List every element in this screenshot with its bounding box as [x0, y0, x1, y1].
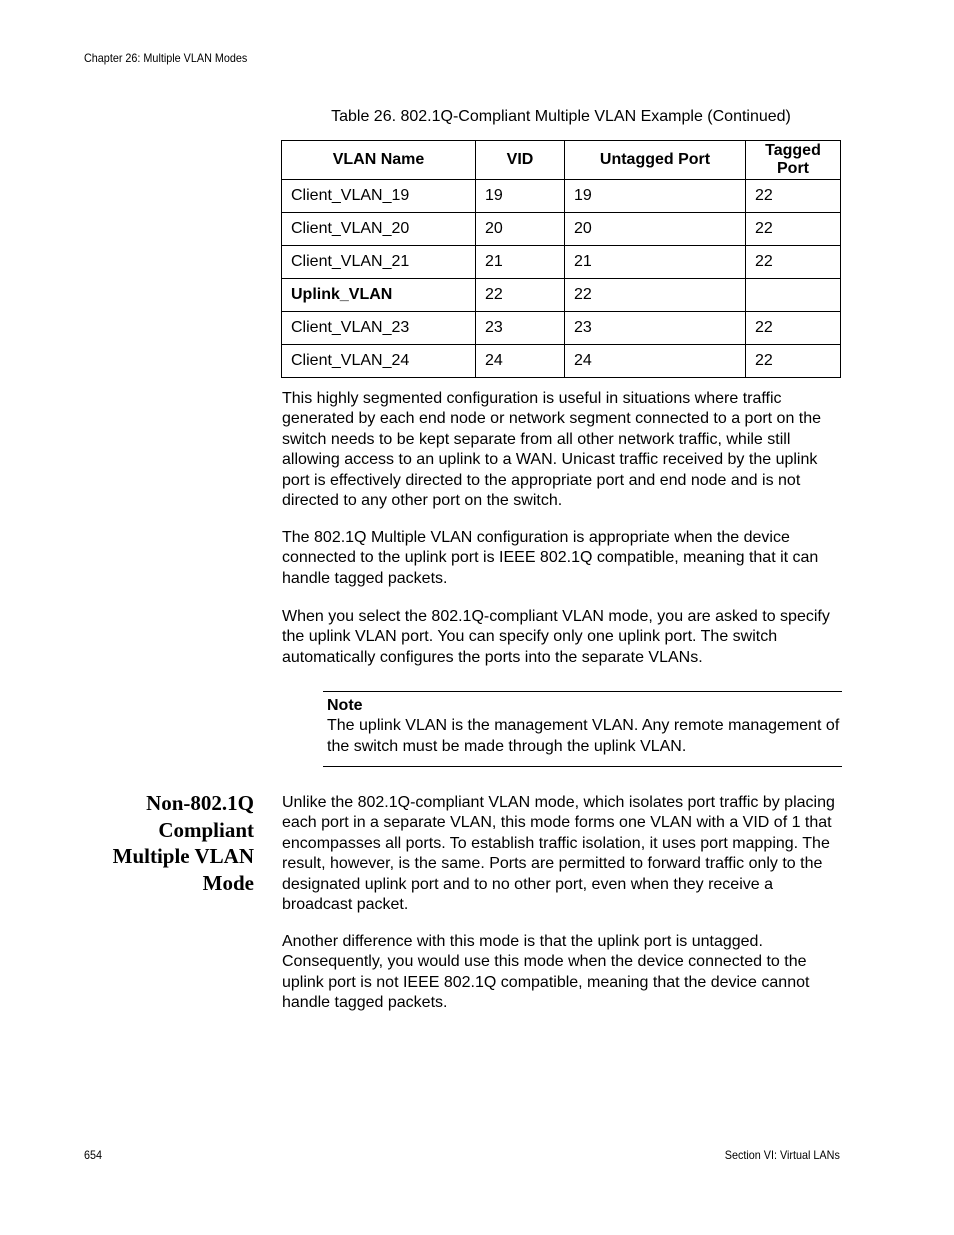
table-row [282, 213, 841, 246]
cell-tagged-port: 22 [746, 246, 841, 279]
cell-vid: 22 [476, 279, 565, 312]
running-head: Chapter 26: Multiple VLAN Modes [84, 51, 248, 65]
cell-tagged-port: 22 [746, 180, 841, 213]
cell-vid: 24 [476, 345, 565, 378]
note-box [323, 691, 842, 767]
table-row [282, 279, 841, 312]
page-number: 654 [84, 1148, 103, 1162]
cell-vlan-name: Client_VLAN_20 [282, 213, 476, 246]
cell-tagged-port: 22 [746, 213, 841, 246]
column-header-tagged-port: Tagged Port [746, 141, 841, 180]
cell-tagged-port [746, 279, 841, 312]
cell-vlan-name: Client_VLAN_24 [282, 345, 476, 378]
section-heading-line: Non-802.1Q [146, 791, 254, 815]
column-header-vlan-name: VLAN Name [282, 141, 476, 180]
section-heading-line: Multiple VLAN [112, 844, 254, 868]
cell-untagged-port: 23 [565, 312, 746, 345]
cell-untagged-port: 22 [565, 279, 746, 312]
cell-vlan-name: Client_VLAN_23 [282, 312, 476, 345]
cell-vid: 21 [476, 246, 565, 279]
table-caption: Table 26. 802.1Q-Compliant Multiple VLAN Example (Continued) [331, 108, 791, 125]
cell-vlan-name: Client_VLAN_19 [282, 180, 476, 213]
cell-vid: 20 [476, 213, 565, 246]
cell-vlan-name: Client_VLAN_21 [282, 246, 476, 279]
table-row [282, 180, 841, 213]
table-row [282, 246, 841, 279]
note-body: The uplink VLAN is the management VLAN. Any remote management of the switch must be made through the uplink VLAN. [327, 717, 840, 755]
cell-vlan-name: Uplink_VLAN [282, 279, 476, 312]
table-header-row [282, 141, 841, 180]
section-heading-line: Compliant [158, 817, 254, 842]
cell-tagged-port: 22 [746, 345, 841, 378]
section-heading-line: Mode [202, 870, 254, 895]
table-row [282, 312, 841, 345]
paragraph-non-compliant-mode: Unlike the 802.1Q-compliant VLAN mode, which isolates port traffic by placing each port in a separate VLAN, this mode forms one VLAN with a VID of 1 that encompasses all ports. To establish traffic isolation, it uses port mapping. The result, however, is the same. Ports are permitted to forward traffic only to the designated uplink port and to no other port, even when they receive a broadcast packet. [282, 794, 835, 914]
section-heading [90, 790, 254, 896]
note-title: Note [327, 697, 363, 714]
column-header-untagged-port: Untagged Port [565, 141, 746, 180]
cell-untagged-port: 24 [565, 345, 746, 378]
column-header-vid: VID [476, 141, 565, 180]
footer-section: Section VI: Virtual LANs [724, 1148, 840, 1162]
cell-tagged-port: 22 [746, 312, 841, 345]
vlan-table [281, 140, 841, 378]
table-row [282, 345, 841, 378]
cell-vid: 23 [476, 312, 565, 345]
paragraph-compatibility: The 802.1Q Multiple VLAN configuration is appropriate when the device connected to the uplink port is IEEE 802.1Q compatible, meaning that it can handle tagged packets. [282, 529, 819, 587]
paragraph-segmented-config: This highly segmented configuration is useful in situations where traffic generated by each end node or network segment connected to a port on the switch needs to be kept separate from all other network traffic, while still allowing access to an uplink to a WAN. Unicast traffic received by the uplink port is effectively directed to the appropriate port and end node and is not directed to any other port on the switch. [282, 390, 822, 510]
cell-untagged-port: 20 [565, 213, 746, 246]
cell-vid: 19 [476, 180, 565, 213]
cell-untagged-port: 21 [565, 246, 746, 279]
paragraph-uplink-selection: When you select the 802.1Q-compliant VLAN mode, you are asked to specify the uplink VLAN port. You can specify only one uplink port. The switch automatically configures the ports into the separate VLANs. [282, 608, 830, 666]
cell-untagged-port: 19 [565, 180, 746, 213]
paragraph-untagged-uplink: Another difference with this mode is that the uplink port is untagged. Consequently, you would use this mode when the device connected to the uplink port is not IEEE 802.1Q compatible, meaning that the device cannot handle tagged packets. [282, 933, 810, 1012]
